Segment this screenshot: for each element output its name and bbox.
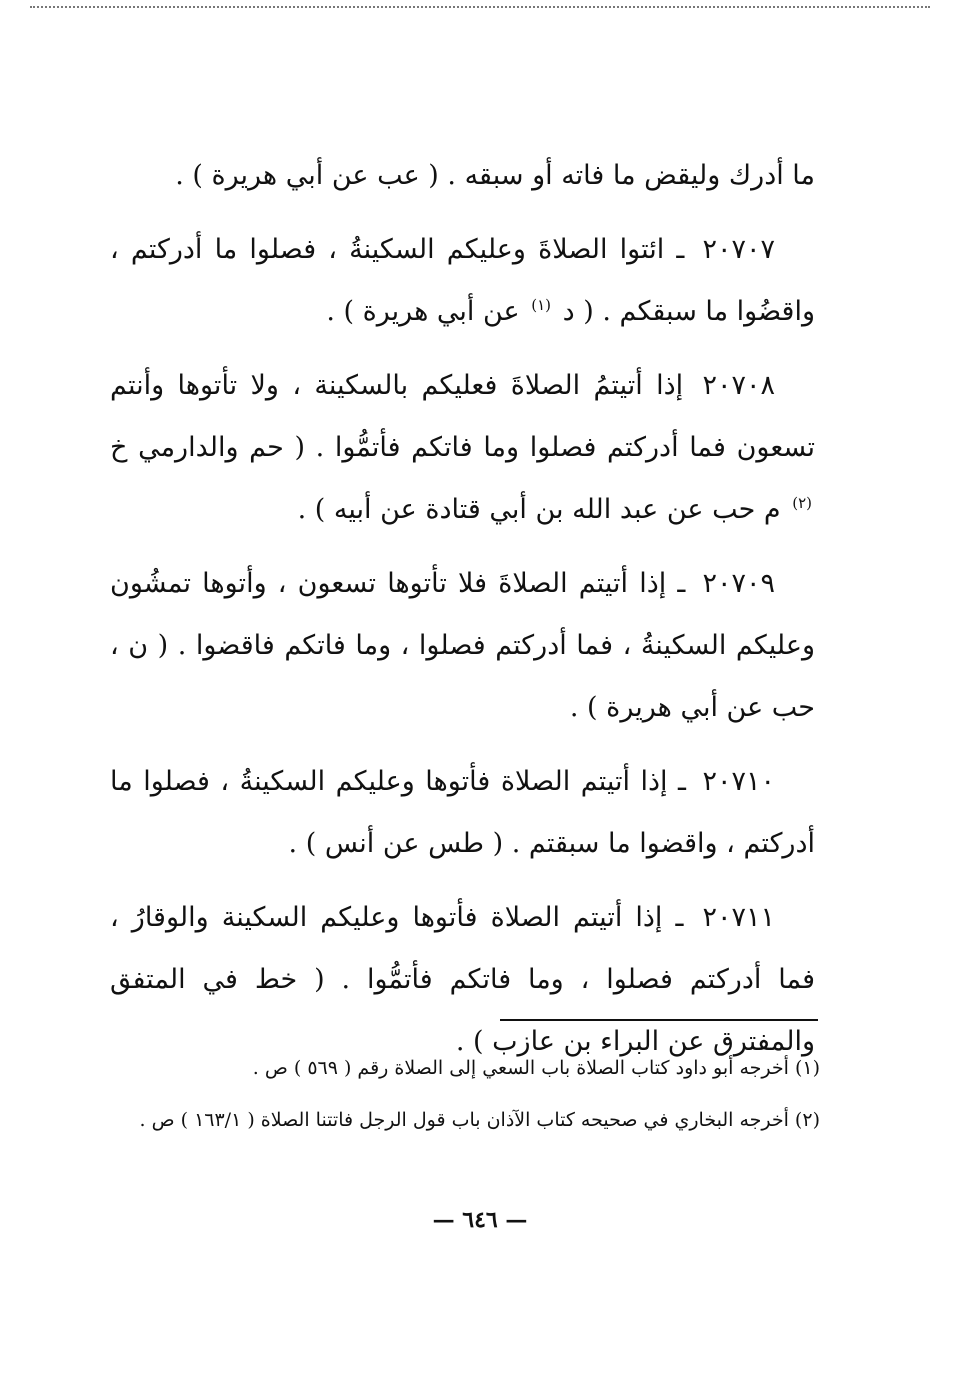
page-number: — ٦٤٦ — — [432, 1207, 528, 1233]
hadith-20710 — [110, 751, 815, 875]
footnote-reference[interactable]: (١) — [531, 296, 552, 314]
hadith-number: ٢٠٧١٠ — [702, 766, 775, 797]
top-border-line — [30, 6, 930, 8]
hadith-text: ـ إذا أتيتم الصلاة فأتوها وعليكم السكينة والوقارُ ، فما أدركتم فصلوا ، وما فاتكم فأتمُّوا . ( خط في المتفق والمفترق عن البراء بن عازب ) . — [110, 902, 815, 1057]
hadith-text: ـ إذا أتيتم الصلاةَ فلا تأتوها تسعون ، وأتوها تمشُون وعليكم السكينةُ ، فما أدركتم فصلوا ، وما فاتكم فاقضوا . ( ن ، حب عن أبي هريرة ) . — [110, 568, 815, 723]
hadith-source: م حب عن عبد الله بن أبي قتادة عن أبيه ) . — [297, 494, 781, 525]
paragraph-continuation — [110, 145, 815, 207]
hadith-text: ـ إذا أتيتم الصلاة فأتوها وعليكم السكينةُ ، فصلوا ما أدركتم ، واقضوا ما سبقتم . ( طس عن أنس ) . — [110, 766, 815, 859]
footnote-2: (٢) أخرجه البخاري في صحيحه كتاب الآذان باب قول الرجل فاتتنا الصلاة ( ١٦٣/١ ) ص . — [139, 1109, 820, 1131]
hadith-text: ـ ائتوا الصلاةَ وعليكم السكينةُ ، فصلوا ما أدركتم ، واقضُوا ما سبقكم . ( د — [110, 234, 815, 327]
hadith-20708 — [110, 355, 815, 541]
main-text-body — [110, 145, 815, 1085]
hadith-source: عن أبي هريرة ) . — [326, 296, 520, 327]
footnote-1: (١) أخرجه أبو داود كتاب الصلاة باب السعي إلى الصلاة رقم ( ٥٦٩ ) ص . — [252, 1057, 820, 1079]
hadith-number: ٢٠٧١١ — [702, 902, 775, 933]
hadith-20709 — [110, 553, 815, 739]
footnotes-section — [110, 1042, 820, 1146]
hadith-20707 — [110, 219, 815, 343]
footnote-separator — [500, 1019, 818, 1021]
hadith-number: ٢٠٧٠٧ — [702, 234, 775, 265]
hadith-number: ٢٠٧٠٩ — [702, 568, 775, 599]
hadith-text: إذا أتيتمُ الصلاةَ فعليكم بالسكينة ، ولا تأتوها وأنتم تسعون فما أدركتم فصلوا وما فاتكم فأتمُّوا . ( حم والدارمي خ — [110, 370, 815, 463]
footnote-reference[interactable]: (٢) — [792, 494, 812, 512]
continuation-text: ما أدرك وليقض ما فاته أو سبقه . ( عب عن أبي هريرة ) . — [175, 160, 815, 191]
hadith-number: ٢٠٧٠٨ — [702, 370, 775, 401]
